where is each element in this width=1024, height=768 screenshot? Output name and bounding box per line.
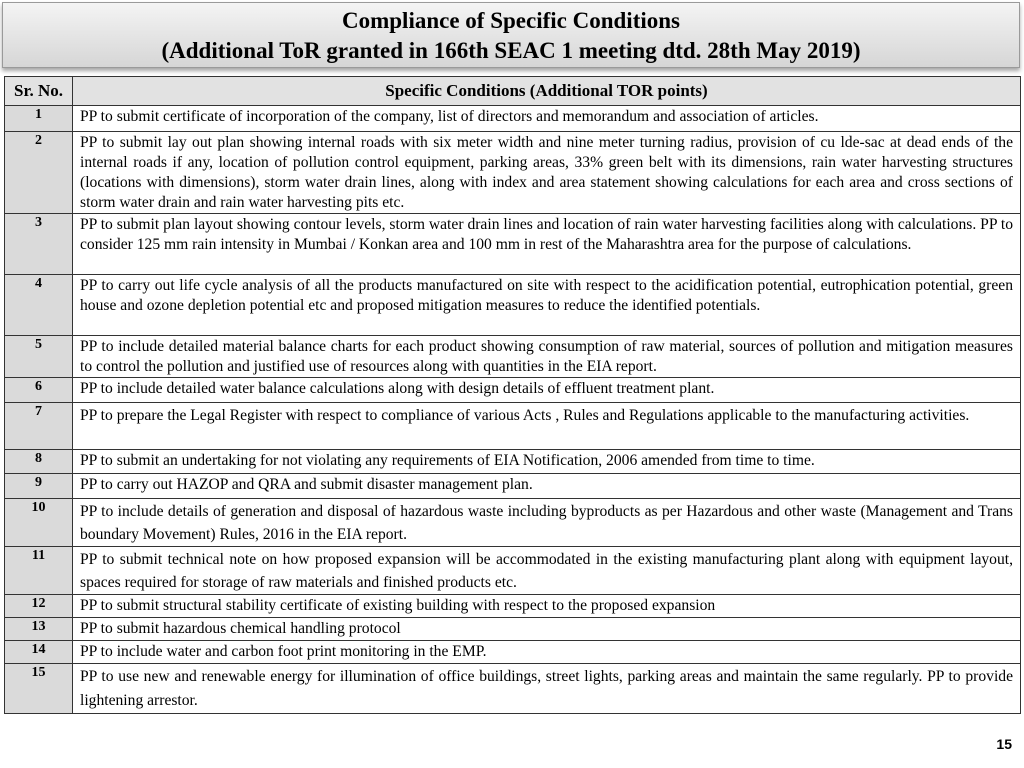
- row-condition-text: [73, 474, 1021, 499]
- header-specific-conditions: Specific Conditions (Additional TOR points): [73, 77, 1021, 106]
- row-condition-text: [73, 214, 1021, 275]
- row-sr-no: 2: [5, 132, 73, 214]
- table-row: [5, 641, 1021, 664]
- title-line-1: Compliance of Specific Conditions: [342, 8, 680, 33]
- condition-text: PP to include water and carbon foot print monitoring in the EMP.: [80, 643, 487, 660]
- condition-text: PP to submit plan layout showing contour levels, storm water drain lines and location of rain water harvesting facilities along with calculations. PP to consider 125 mm rain intensity in Mumbai / Konkan area and 100 mm in rest of the Maharashtra area for the purpose of calculations.: [80, 216, 1013, 253]
- row-sr-no: 9: [5, 474, 73, 499]
- table-row: [5, 450, 1021, 474]
- row-condition-text: [73, 106, 1021, 132]
- row-sr-no: 3: [5, 214, 73, 275]
- condition-text: PP to include details of generation and disposal of hazardous waste including byproducts as per Hazardous and other waste (Management and Trans boundary Movement) Rules, 2016 in the EIA report.: [80, 503, 1013, 543]
- row-condition-text: [73, 132, 1021, 214]
- condition-text: PP to submit lay out plan showing internal roads with six meter width and nine meter turning radius, provision of cu lde-sac at dead ends of the internal roads if any, location of pollution control equipment, parking areas, 33% green belt with its dimensions, rain water harvesting structures (locations with dimensions), storm water drain lines, along with index and area statement showing calculations for each area and cross sections of storm water drain and rain water harvesting pits etc.: [80, 134, 1013, 211]
- row-condition-text: [73, 275, 1021, 336]
- conditions-table: [4, 76, 1021, 714]
- table-row: [5, 618, 1021, 641]
- row-condition-text: [73, 641, 1021, 664]
- condition-text: PP to carry out HAZOP and QRA and submit disaster management plan.: [80, 476, 533, 493]
- table-row: [5, 403, 1021, 450]
- row-condition-text: [73, 378, 1021, 403]
- header-sr-no: Sr. No.: [5, 77, 73, 106]
- page-number: 15: [996, 736, 1012, 752]
- table-row: [5, 336, 1021, 378]
- table-row: [5, 547, 1021, 595]
- row-sr-no: 12: [5, 595, 73, 618]
- row-sr-no: 13: [5, 618, 73, 641]
- table-row: [5, 378, 1021, 403]
- table-row: [5, 275, 1021, 336]
- row-sr-no: 15: [5, 664, 73, 714]
- table-row: [5, 664, 1021, 714]
- condition-text: PP to use new and renewable energy for illumination of office buildings, street lights, parking areas and maintain the same regularly. PP to provide lightening arrestor.: [80, 668, 1013, 709]
- condition-text: PP to include detailed water balance calculations along with design details of effluent treatment plant.: [80, 380, 715, 397]
- condition-text: PP to submit technical note on how proposed expansion will be accommodated in the existing manufacturing plant along with equipment layout, spaces required for storage of raw materials and finished products etc.: [80, 551, 1013, 591]
- table-row: [5, 132, 1021, 214]
- row-condition-text: [73, 618, 1021, 641]
- row-sr-no: 6: [5, 378, 73, 403]
- row-sr-no: 5: [5, 336, 73, 378]
- row-sr-no: 7: [5, 403, 73, 450]
- row-condition-text: [73, 595, 1021, 618]
- row-condition-text: [73, 664, 1021, 714]
- slide-title: [2, 2, 1020, 68]
- condition-text: PP to submit certificate of incorporation of the company, list of directors and memorandum and association of articles.: [80, 108, 819, 125]
- row-condition-text: [73, 499, 1021, 547]
- condition-text: PP to submit hazardous chemical handling protocol: [80, 620, 401, 637]
- table-header-row: [5, 77, 1021, 106]
- table-row: [5, 106, 1021, 132]
- table-row: [5, 499, 1021, 547]
- row-sr-no: 1: [5, 106, 73, 132]
- row-condition-text: [73, 403, 1021, 450]
- row-sr-no: 8: [5, 450, 73, 474]
- row-condition-text: [73, 450, 1021, 474]
- row-condition-text: [73, 547, 1021, 595]
- table-row: [5, 214, 1021, 275]
- row-sr-no: 14: [5, 641, 73, 664]
- condition-text: PP to submit structural stability certificate of existing building with respect to the proposed expansion: [80, 597, 716, 614]
- row-condition-text: [73, 336, 1021, 378]
- row-sr-no: 11: [5, 547, 73, 595]
- condition-text: PP to prepare the Legal Register with respect to compliance of various Acts , Rules and Regulations applicable to the manufacturing activities.: [80, 407, 970, 424]
- row-sr-no: 4: [5, 275, 73, 336]
- title-line-2: (Additional ToR granted in 166th SEAC 1 meeting dtd. 28th May 2019): [161, 38, 861, 63]
- row-sr-no: 10: [5, 499, 73, 547]
- condition-text: PP to include detailed material balance charts for each product showing consumption of raw material, sources of pollution and mitigation measures to control the pollution and justified use of resources along with quantities in the EIA report.: [80, 338, 1013, 375]
- table-row: [5, 474, 1021, 499]
- condition-text: PP to carry out life cycle analysis of all the products manufactured on site with respect to the acidification potential, eutrophication potential, green house and ozone depletion potential etc and proposed mitigation measures to reduce the identified potentials.: [80, 277, 1013, 314]
- table-row: [5, 595, 1021, 618]
- condition-text: PP to submit an undertaking for not violating any requirements of EIA Notification, 2006 amended from time to time.: [80, 452, 815, 469]
